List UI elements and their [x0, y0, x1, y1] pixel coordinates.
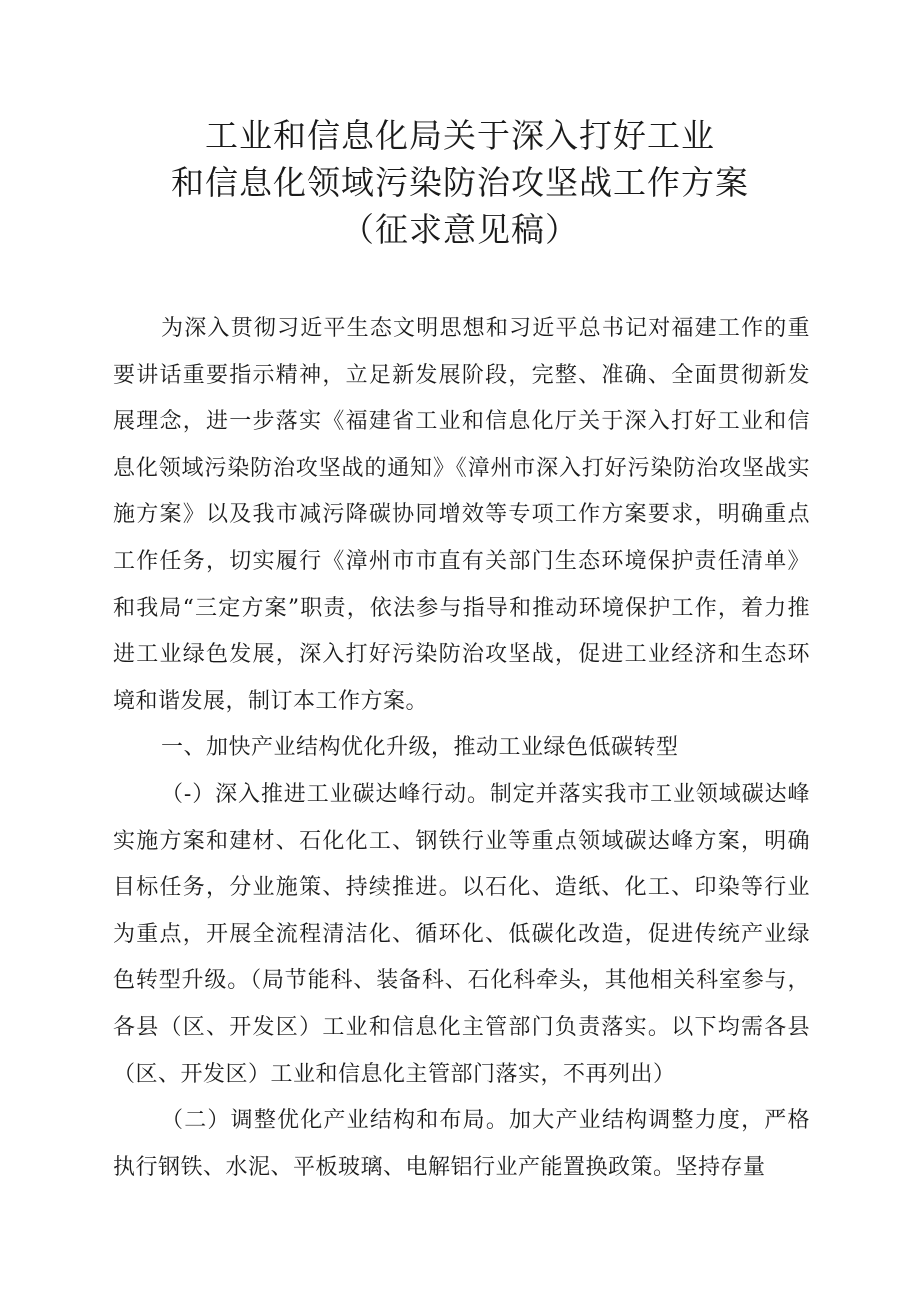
document-body — [113, 306, 810, 1191]
item-1-paragraph: （-）深入推进工业碳达峰行动。制定并落实我市工业领域碳达峰实施方案和建材、石化化工、钢铁行业等重点领域碳达峰方案，明确目标任务，分业施策、持续推进。以石化、造纸、化工、印染等行业为重点，开展全流程清洁化、循环化、低碳化改造，促进传统产业绿色转型升级。（局节能科、装备科、石化科牵头，其他相关科室参与，各县（区、开发区）工业和信息化主管部门负责落实。以下均需各县（区、开发区）工业和信息化主管部门落实，不再列出） — [113, 781, 810, 1087]
item-2-paragraph: （二）调整优化产业结构和布局。加大产业结构调整力度，严格执行钢铁、水泥、平板玻璃、电解铝行业产能置换政策。坚持存量 — [113, 1108, 810, 1180]
title-line-1: 工业和信息化局关于深入打好工业 — [205, 116, 715, 155]
document-title — [0, 112, 920, 253]
title-line-3: （征求意见稿） — [341, 210, 579, 249]
intro-paragraph: 为深入贯彻习近平生态文明思想和习近平总书记对福建工作的重要讲话重要指示精神，立足新发展阶段，完整、准确、全面贯彻新发展理念，进一步落实《福建省工业和信息化厅关于深入打好工业和信息化领域污染防治攻坚战的通知》《漳州市深入打好污染防治攻坚战实施方案》以及我市减污降碳协同增效等专项工作方案要求，明确重点工作任务，切实履行《漳州市市直有关部门生态环境保护责任清单》和我局“三定方案”职责，依法参与指导和推动环境保护工作，着力推进工业绿色发展，深入打好污染防治攻坚战，促进工业经济和生态环境和谐发展，制订本工作方案。 — [113, 316, 810, 714]
title-line-2: 和信息化领域污染防治攻坚战工作方案 — [171, 163, 749, 202]
section-heading-1: 一、加快产业结构优化升级，推动工业绿色低碳转型 — [161, 735, 679, 761]
